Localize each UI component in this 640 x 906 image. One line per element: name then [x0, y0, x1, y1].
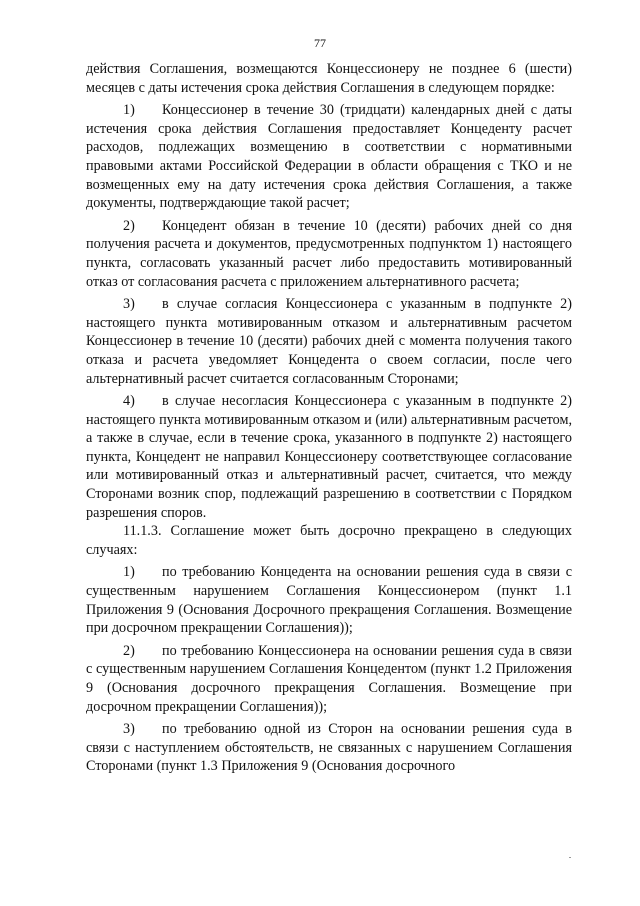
paragraph-continuation: действия Соглашения, возмещаются Концессионеру не позднее 6 (шести) месяцев с даты истечения срока действия Соглашения в следующем порядке:	[86, 61, 572, 96]
page-number: 77	[314, 36, 326, 50]
list-item-text: по требованию Концедента на основании решения суда в связи с существенным нарушением Соглашения Концессионером (пункт 1.1 Приложения 9 (Основания Досрочного прекращения Соглашения. Возмещение при досрочном прекращении Соглашения));	[86, 564, 572, 637]
list-item-text: по требованию одной из Сторон на основании решения суда в связи с наступлением обстоятельств, не связанных с нарушением Соглашения Сторонами (пункт 1.3 Приложения 9 (Основания досрочного	[86, 721, 572, 775]
list-item-number: 2)	[123, 217, 135, 234]
list-item-number: 3)	[123, 721, 135, 738]
list-item	[86, 563, 572, 637]
list-item	[86, 101, 572, 213]
list-item-number: 2)	[123, 642, 135, 659]
document-body	[86, 60, 572, 776]
list-item-text: Концедент обязан в течение 10 (десяти) рабочих дней со дня получения расчета и документов, предусмотренных подпунктом 1) настоящего пункта, согласовать указанный расчет либо предоставить мотивированный отказ от согласования расчета с приложением альтернативного расчета;	[86, 217, 572, 290]
list-item	[86, 720, 572, 776]
list-item-number: 1)	[123, 564, 135, 581]
list-item-number: 1)	[123, 102, 135, 119]
list-item-text: в случае согласия Концессионера с указанным в подпункте 2) настоящего пункта мотивированным отказом и альтернативным расчетом Концессионер в течение 10 (десяти) рабочих дней с момента получения такого отказа и расчета уведомляет Концедента о своем согласии, после чего альтернативный расчет считается согласованным Сторонами;	[86, 296, 572, 387]
list-item-text: по требованию Концессионера на основании решения суда в связи с существенным нарушением Соглашения Концедентом (пункт 1.2 Приложения 9 (Основания досрочного прекращения Соглашения. Возмещение при досрочном прекращении Соглашения));	[86, 642, 572, 715]
list-item	[86, 217, 572, 291]
scan-mark	[569, 857, 571, 858]
list-item	[86, 295, 572, 388]
list-item	[86, 642, 572, 716]
list-item	[86, 392, 572, 522]
list-item-number: 4)	[123, 393, 135, 410]
list-item-text: в случае несогласия Концессионера с указанным в подпункте 2) настоящего пункта мотивированным отказом и (или) альтернативным расчетом, а также в случае, если в течение срока, указанного в подпункте 2) настоящего пункта, Концедент не направил Концессионеру соответствующее согласование или мотивированный отказ и альтернативный расчет, считается, что между Сторонами возник спор, подлежащий разрешению в соответствии с Порядком разрешения споров.	[86, 393, 572, 521]
clause-paragraph: 11.1.3. Соглашение может быть досрочно прекращено в следующих случаях:	[86, 523, 572, 558]
list-item-number: 3)	[123, 296, 135, 313]
list-item-text: Концессионер в течение 30 (тридцати) календарных дней с даты истечения срока действия Соглашения предоставляет Концеденту расчет расходов, подлежащих возмещению в соответствии с нормативными правовыми актами Российской Федерации в области обращения с ТКО и не возмещенных ему на дату истечения срока действия Соглашения, а также документы, подтверждающие такой расчет;	[86, 102, 572, 212]
